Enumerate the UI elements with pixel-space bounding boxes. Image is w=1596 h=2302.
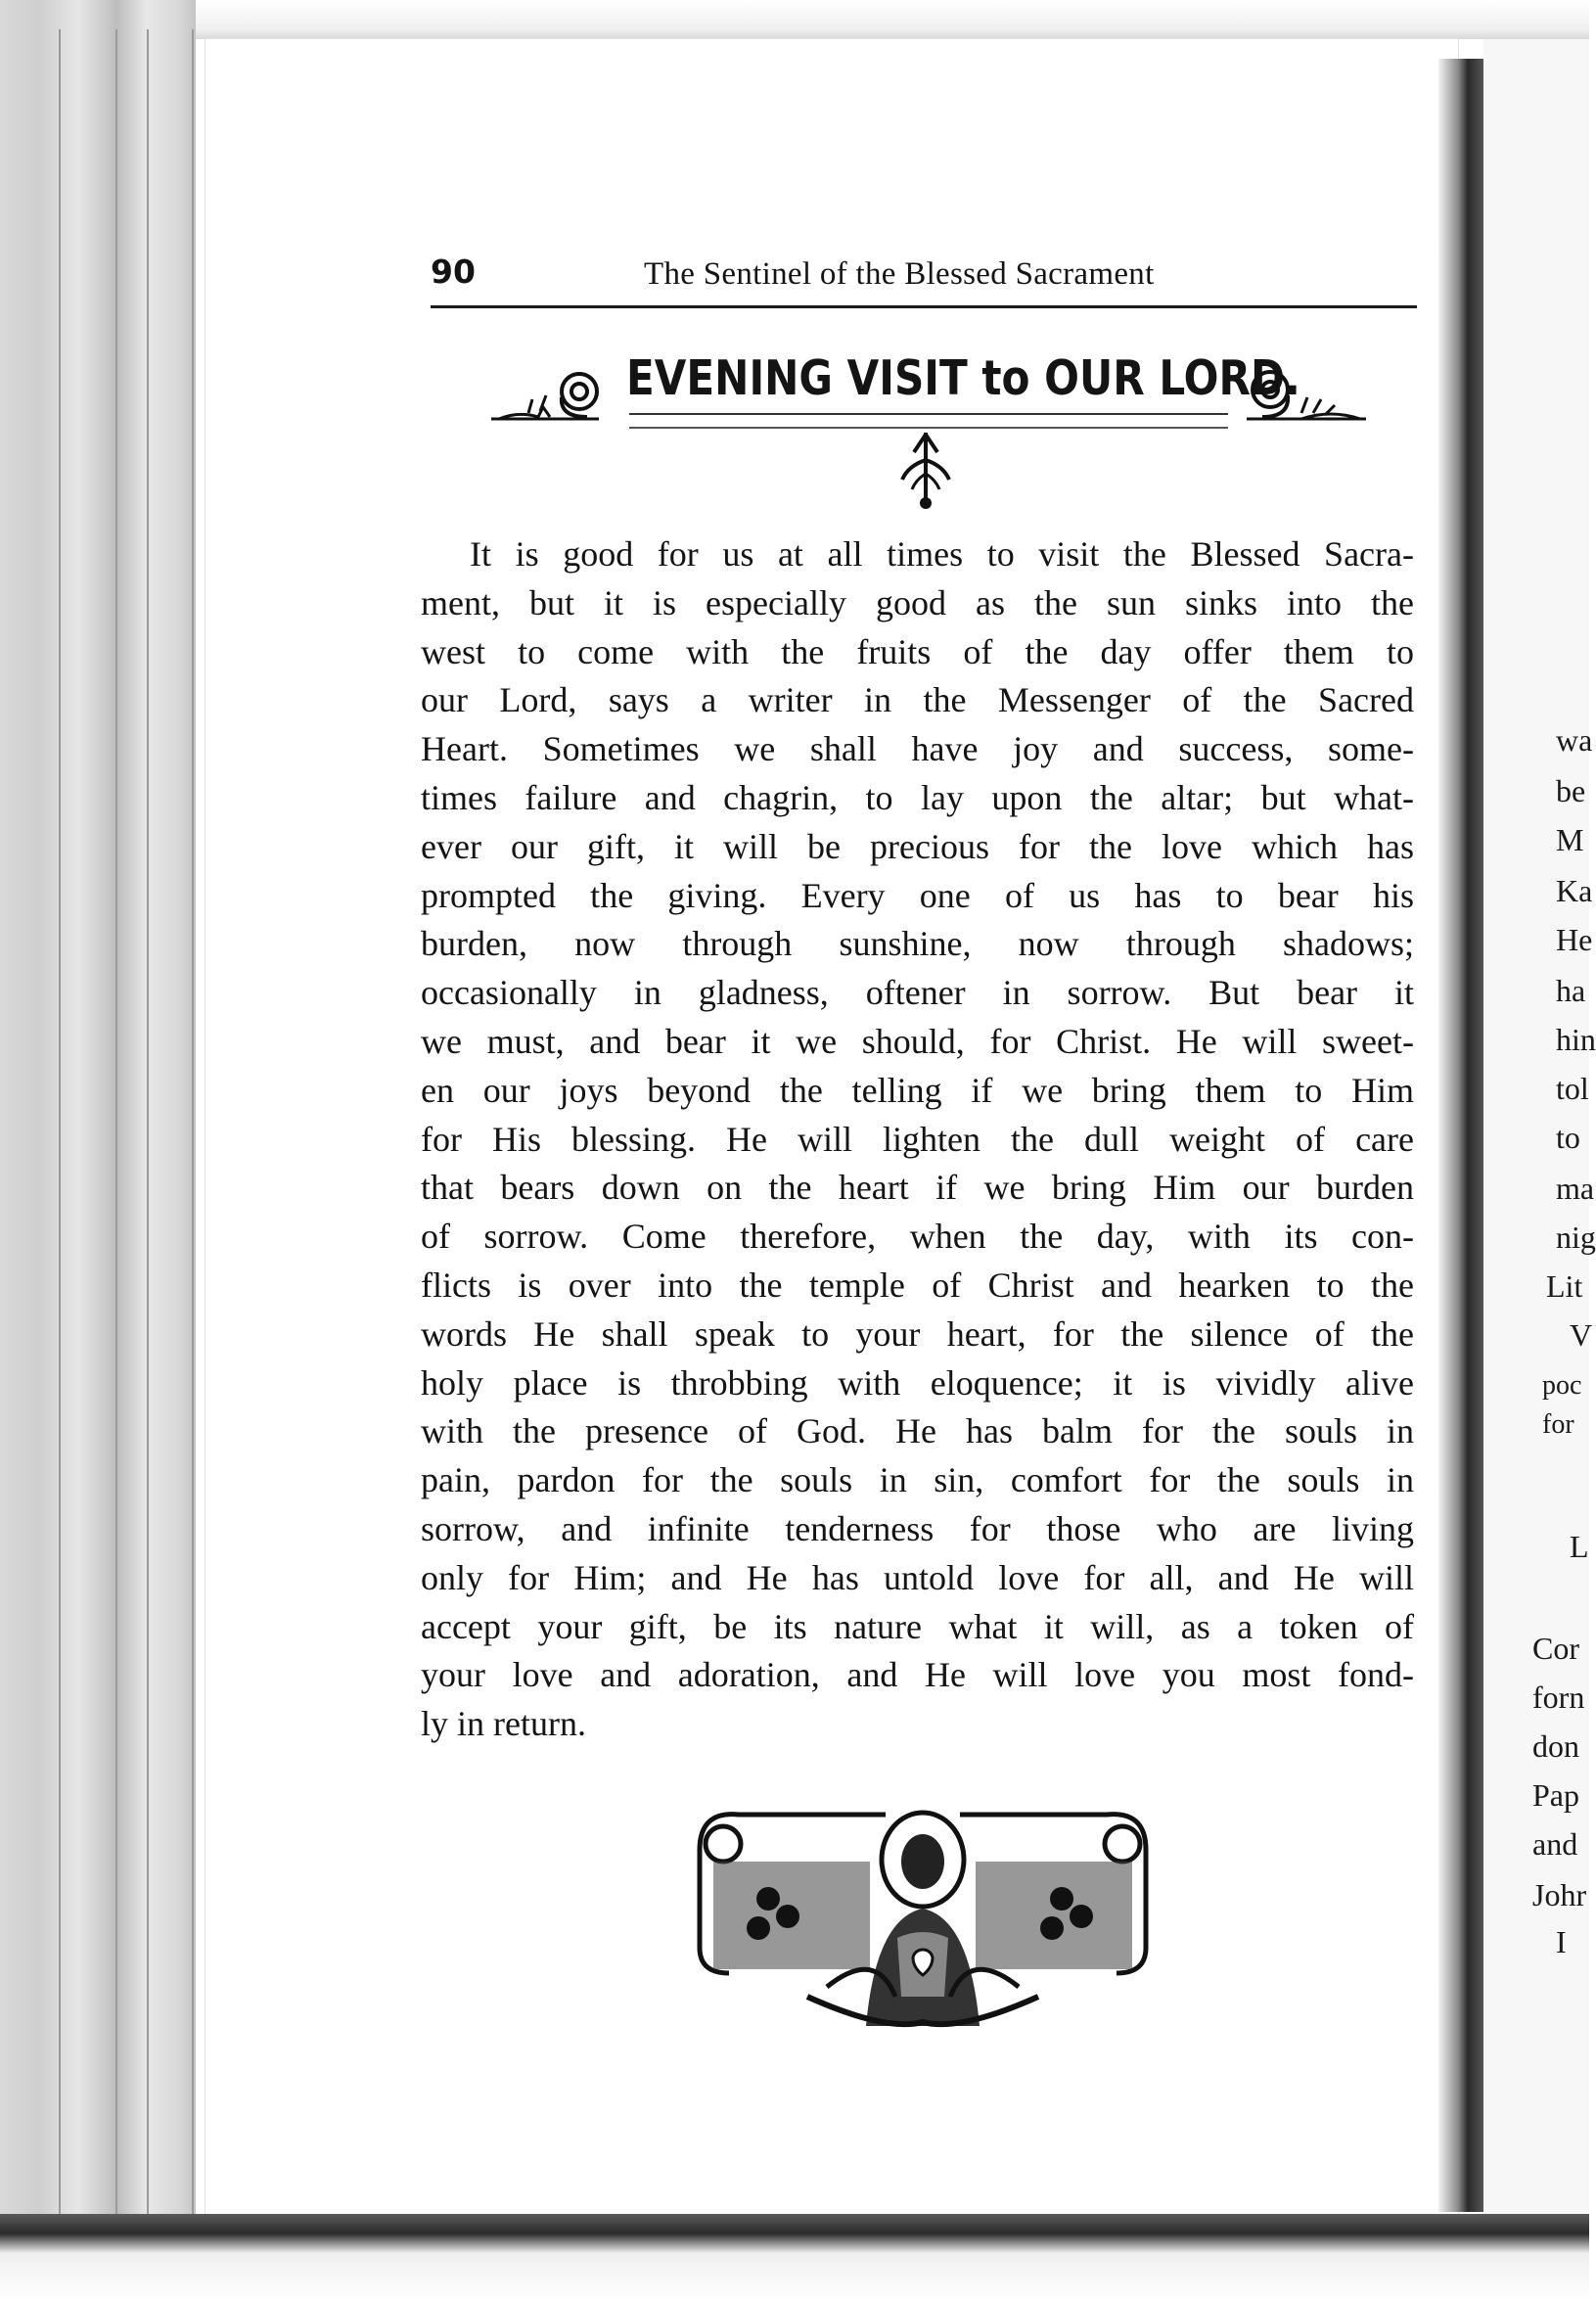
body-line: ly in return. [421, 1704, 586, 1744]
body-line: we must, and bear it we should, for Christ. He will sweet- [421, 1021, 1414, 1061]
facing-page-text: V [1570, 1317, 1593, 1353]
body-line: pain, pardon for the souls in sin, comfort for the souls in [421, 1460, 1414, 1500]
running-title: The Sentinel of the Blessed Sacrament [644, 256, 1155, 292]
body-line: with the presence of God. He has balm for the souls in [421, 1411, 1414, 1451]
facing-page-text: He [1556, 922, 1593, 957]
page-number: 90 [431, 253, 476, 291]
body-line: en our joys beyond the telling if we bring them to Him [421, 1070, 1414, 1110]
sacred-heart-vignette-icon [690, 1801, 1156, 2037]
facing-page-text: Ka [1556, 873, 1593, 908]
facing-page-text: don [1532, 1728, 1579, 1764]
facing-page-text: L [1570, 1529, 1589, 1564]
body-line: for His blessing. He will lighten the dull weight of care [421, 1119, 1414, 1159]
header-rule [431, 305, 1417, 308]
body-line: Heart. Sometimes we shall have joy and success, some- [421, 729, 1414, 769]
body-line: prompted the giving. Every one of us has to bear his [421, 875, 1414, 915]
book-gutter [1438, 59, 1483, 2212]
body-line: accept your gift, be its nature what it will, as a token of [421, 1606, 1414, 1646]
article-title: EVENING VISIT to OUR LORD. [626, 350, 1300, 406]
facing-page-text: ha [1556, 973, 1586, 1008]
scan-bottom-edge [0, 2214, 1589, 2302]
facing-page-text: forn [1532, 1680, 1585, 1715]
fleuron-ornament-icon [898, 431, 953, 516]
facing-page-text: I [1556, 1924, 1567, 1959]
body-line: west to come with the fruits of the day offer them to [421, 631, 1414, 671]
facing-page-text: hin [1556, 1022, 1596, 1057]
facing-page-text: to [1556, 1120, 1580, 1155]
body-line: ment, but it is especially good as the sun sinks into the [421, 582, 1414, 622]
facing-page-text: poc [1542, 1370, 1582, 1401]
facing-page-text: wa [1556, 722, 1593, 758]
facing-page-text: and [1532, 1826, 1578, 1862]
facing-page-text: Johr [1532, 1877, 1587, 1912]
scroll-ornament-left-icon [489, 352, 607, 428]
body-line: sorrow, and infinite tenderness for those who are living [421, 1508, 1414, 1548]
facing-page-text: ma [1556, 1171, 1595, 1206]
body-line: It is good for us at all times to visit the Blessed Sacra- [470, 534, 1414, 574]
facing-page-text: nig [1556, 1220, 1596, 1255]
body-line: ever our gift, it will be precious for the love which has [421, 826, 1414, 866]
body-line: burden, now through sunshine, now through shadows; [421, 924, 1414, 964]
book-page-edges [0, 0, 196, 2302]
facing-page-text: M [1556, 822, 1584, 857]
scroll-ornament-right-icon [1243, 352, 1370, 428]
facing-page-text: tol [1556, 1071, 1589, 1106]
facing-page-text: be [1556, 773, 1586, 808]
body-line: flicts is over into the temple of Christ and hearken to the [421, 1265, 1414, 1305]
facing-page-text: Cor [1532, 1631, 1579, 1666]
body-line: of sorrow. Come therefore, when the day, with its con- [421, 1217, 1414, 1257]
article-body [421, 530, 1414, 1749]
body-line: words He shall speak to your heart, for the silence of the [421, 1313, 1414, 1354]
body-line: occasionally in gladness, oftener in sorrow. But bear it [421, 973, 1414, 1013]
scan-top-edge [0, 0, 1589, 39]
body-line: your love and adoration, and He will love you most fond- [421, 1655, 1414, 1695]
body-line: only for Him; and He has untold love for all, and He will [421, 1557, 1414, 1597]
facing-page-text: for [1542, 1409, 1574, 1440]
body-line: our Lord, says a writer in the Messenger of the Sacred [421, 680, 1414, 720]
facing-page-text: Lit [1546, 1268, 1583, 1304]
facing-page-text: Pap [1532, 1777, 1579, 1813]
body-line: that bears down on the heart if we bring Him our burden [421, 1168, 1414, 1208]
body-line: holy place is throbbing with eloquence; it is vividly alive [421, 1362, 1414, 1403]
body-line: times failure and chagrin, to lay upon the altar; but what- [421, 777, 1414, 817]
title-underline [629, 413, 1228, 429]
